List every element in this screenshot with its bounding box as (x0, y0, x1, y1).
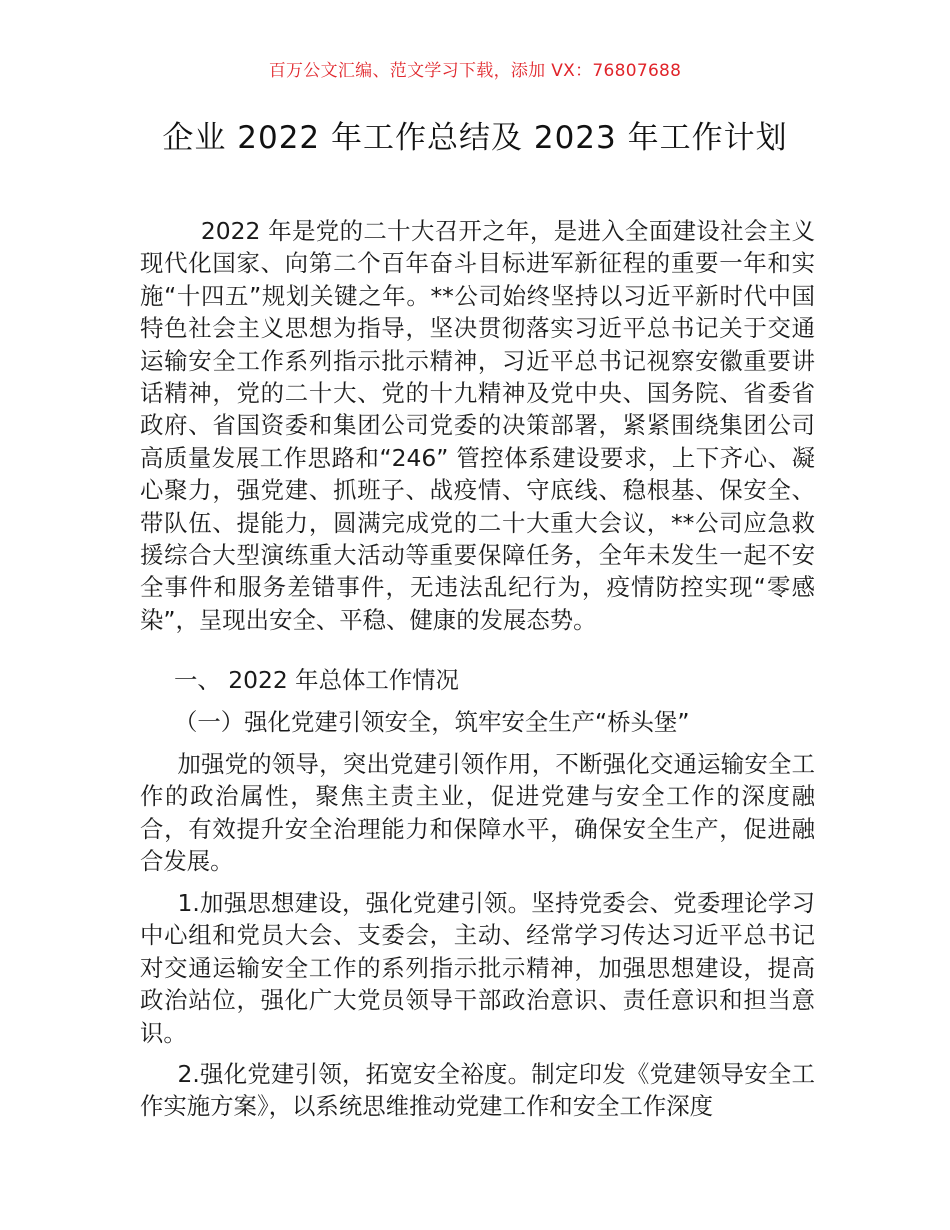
body-paragraph-4: 2.强化党建引领，拓宽安全裕度。制定印发《党建领导安全工作实施方案》，以系统思维推动党建工作和安全工作深度 (140, 1060, 815, 1121)
subsection-heading-1: （一）强化党建引领安全，筑牢安全生产“桥头堡” (174, 708, 690, 736)
watermark-banner: 百万公文汇编、范文学习下载，添加 VX：76807688 (268, 61, 682, 81)
section-heading-1: 一、 2022 年总体工作情况 (174, 666, 459, 694)
intro-paragraph: 2022 年是党的二十大召开之年，是进入全面建设社会主义现代化国家、向第二个百年奋斗目标进军新征程的重要一年和实施“十四五”规划关键之年。**公司始终坚持以习近平新时代中国特色社会主义思想为指导，坚决贯彻落实习近平总书记关于交通运输安全工作系列指示批示精神，习近平总书记视察安徽重要讲话精神，党的二十大、党的十九精神及党中央、国务院、省委省政府、省国资委和集团公司党委的决策部署，紧紧围绕集团公司高质量发展工作思路和“246” 管控体系建设要求，上下齐心、凝心聚力，强党建、抓班子、战疫情、守底线、稳根基、保安全、带队伍、提能力，圆满完成党的二十大重大会议，**公司应急救援综合大型演练重大活动等重要保障任务，全年未发生一起不安全事件和服务差错事件，无违法乱纪行为，疫情防控实现“零感染”，呈现出安全、平稳、健康的发展态势。 (140, 217, 815, 634)
document-title: 企业 2022 年工作总结及 2023 年工作计划 (162, 120, 788, 156)
body-paragraph-2: 加强党的领导，突出党建引领作用，不断强化交通运输安全工作的政治属性，聚焦主责主业，促进党建与安全工作的深度融合，有效提升安全治理能力和保障水平，确保安全生产，促进融合发展。 (140, 750, 815, 876)
body-paragraph-3: 1.加强思想建设，强化党建引领。坚持党委会、党委理论学习中心组和党员大会、支委会，主动、经常学习传达习近平总书记对交通运输安全工作的系列指示批示精神，加强思想建设，提高政治站位，强化广大党员领导干部政治意识、责任意识和担当意识。 (140, 889, 815, 1047)
